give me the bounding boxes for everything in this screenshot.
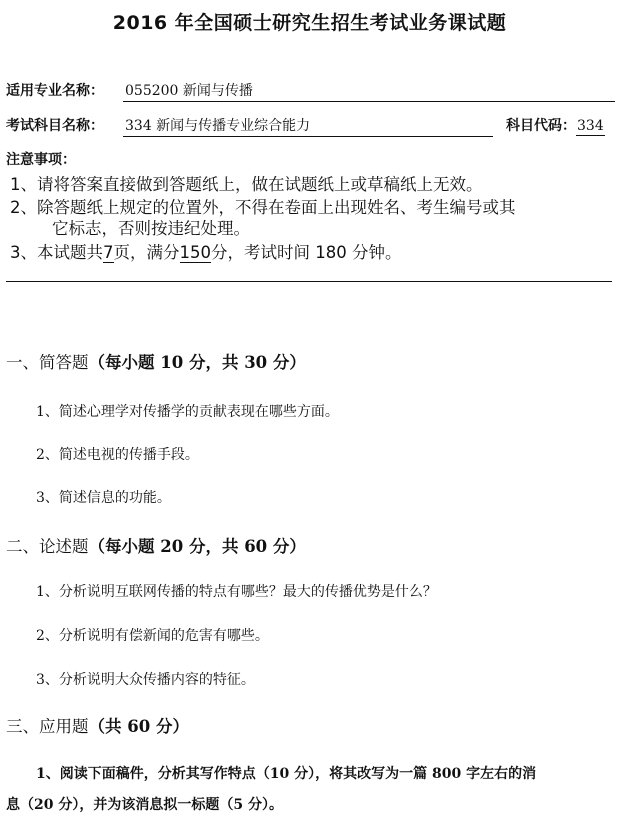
question: 2、简述电视的传播手段。 <box>36 447 199 463</box>
notice-3-pre: 3、本试题共 <box>10 243 103 262</box>
notice-item-1: 1、请将答案直接做到答题纸上，做在试题纸上或草稿纸上无效。 <box>10 175 483 194</box>
subject-value: 334 新闻与传播专业综合能力 <box>123 115 493 137</box>
code-value: 334 <box>577 118 604 134</box>
section-title: 三、应用题 <box>6 717 89 736</box>
subject-code <box>506 115 605 135</box>
full-score: 150 <box>179 243 211 262</box>
section-points: （每小题 10 分，共 30 分） <box>88 353 306 372</box>
subject-row <box>6 115 311 135</box>
section-heading <box>6 533 306 557</box>
section-points: （共 60 分） <box>88 717 189 736</box>
subject-label: 考试科目名称： <box>6 118 104 134</box>
notice-item-2-cont: 它标志，否则按违纪处理。 <box>52 219 250 238</box>
question: 1、阅读下面稿件，分析其写作特点（10 分），将其改写为一篇 800 字左右的消 <box>36 766 537 782</box>
notice-item-3 <box>10 242 401 264</box>
question: 3、简述信息的功能。 <box>36 490 171 506</box>
question: 2、分析说明有偿新闻的危害有哪些。 <box>36 628 269 644</box>
page-title: 2016 年全国硕士研究生招生考试业务课试题 <box>112 12 507 34</box>
page-count: 7 <box>103 243 114 262</box>
section-heading <box>6 713 189 737</box>
notice-3-mid: 页，满分 <box>113 243 180 262</box>
notice-3-post: 分，考试时间 180 分钟。 <box>211 243 402 262</box>
divider <box>6 281 612 282</box>
major-row <box>6 80 253 100</box>
question: 1、简述心理学对传播学的贡献表现在哪些方面。 <box>36 404 339 420</box>
section-title: 二、论述题 <box>6 537 89 556</box>
section-points: （每小题 20 分，共 60 分） <box>88 537 306 556</box>
major-value: 055200 新闻与传播 <box>123 80 615 102</box>
section-heading <box>6 349 306 373</box>
notice-item-2: 2、除答题纸上规定的位置外，不得在卷面上出现姓名、考生编号或其 <box>10 198 516 217</box>
question: 1、分析说明互联网传播的特点有哪些？最大的传播优势是什么？ <box>36 584 437 600</box>
section-title: 一、简答题 <box>6 353 89 372</box>
major-label: 适用专业名称： <box>6 83 104 99</box>
notice-title: 注意事项： <box>6 152 76 168</box>
question: 3、分析说明大众传播内容的特征。 <box>36 672 255 688</box>
code-label: 科目代码： <box>506 118 576 134</box>
question-cont: 息（20 分），并为该消息拟一标题（5 分）。 <box>6 797 283 813</box>
